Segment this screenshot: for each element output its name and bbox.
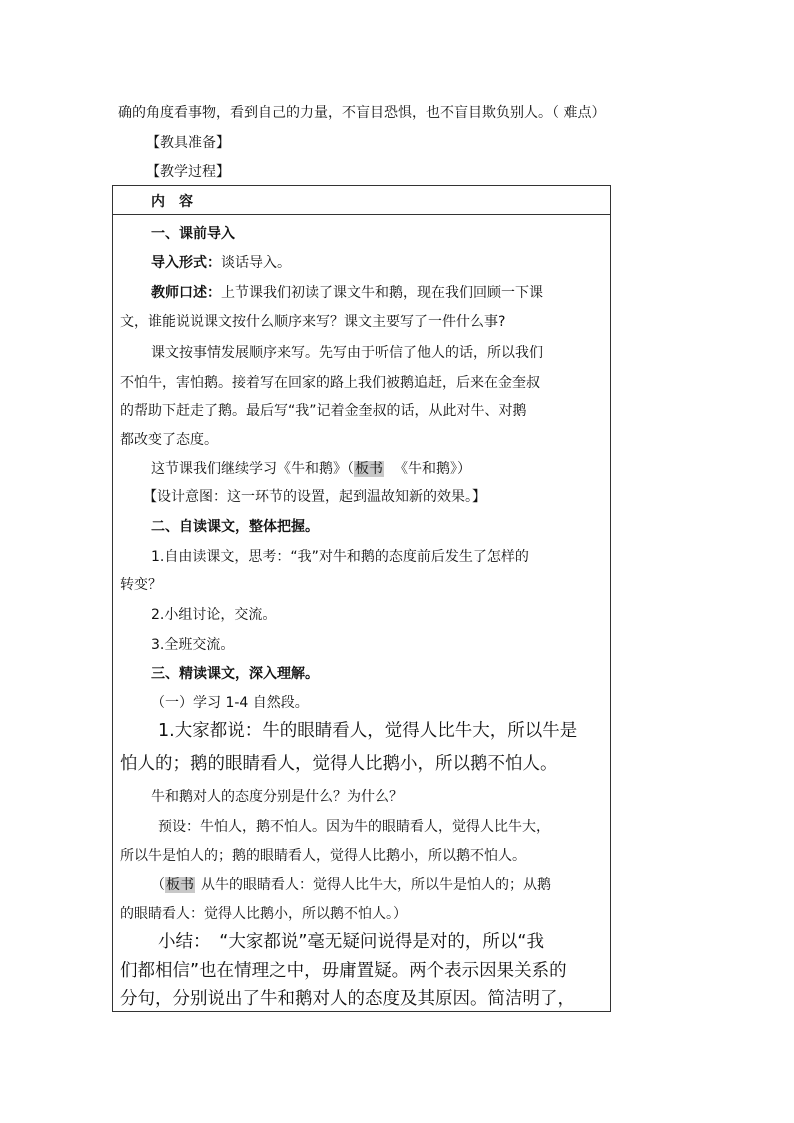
continue-text: 这节课我们继续学习《牛和鹅》（ bbox=[151, 461, 354, 477]
answer-line-1: 课文按事情发展顺序来写。先写由于听信了他人的话，所以我们 bbox=[151, 345, 543, 361]
design-intent: 【设计意图：这一环节的设置，起到温故知新的效果。】 bbox=[143, 489, 486, 505]
summary-line-3: 分句，分别说出了牛和鹅对人的态度及其原因。简洁明了， bbox=[120, 989, 575, 1009]
text-quote-line-1: 1.大家都说：牛的眼睛看人，觉得人比牛大，所以牛是 bbox=[158, 721, 578, 741]
subsection-1-heading: （一）学习 1-4 自然段。 bbox=[151, 695, 309, 711]
board-note-text-1: 从牛的眼睛看人：觉得人比牛大，所以牛是怕人的；从鹅 bbox=[201, 877, 551, 893]
lead-in-form-text: 谈话导入。 bbox=[221, 255, 291, 271]
teaching-process-heading: 【教学过程】 bbox=[146, 164, 230, 180]
lead-in-form bbox=[151, 254, 291, 272]
board-note-line-1 bbox=[151, 876, 551, 894]
table-header-divider bbox=[113, 214, 610, 215]
teaching-aids-heading: 【教具准备】 bbox=[146, 135, 230, 151]
answer-line-4: 都改变了态度。 bbox=[120, 432, 218, 448]
continue-title: 《牛和鹅》） bbox=[394, 461, 471, 477]
summary-line-2: 们都相信”也在情理之中，毋庸置疑。两个表示因果关系的 bbox=[120, 961, 567, 981]
board-tag-1: 板书 bbox=[355, 461, 383, 477]
lead-in-form-label: 导入形式： bbox=[151, 255, 221, 271]
board-note-open: （ bbox=[151, 877, 165, 893]
teacher-narration-text-1: 上节课我们初读了课文牛和鹅，现在我们回顾一下课 bbox=[221, 285, 543, 301]
section-1-title: 一、课前导入 bbox=[151, 226, 235, 242]
section-3-title: 三、精读课文，深入理解。 bbox=[151, 666, 319, 682]
answer-line-2: 不怕牛，害怕鹅。接着写在回家的路上我们被鹅追赶，后来在金奎叔 bbox=[120, 375, 540, 391]
teacher-narration-label: 教师口述： bbox=[151, 285, 221, 301]
task-2: 2.小组讨论，交流。 bbox=[151, 607, 277, 623]
intro-text-line: 确的角度看事物，看到自己的力量，不盲目恐惧，也不盲目欺负别人。（ 难点） bbox=[118, 105, 606, 121]
board-tag-2: 板书 bbox=[166, 877, 194, 893]
preset-answer-line-1: 预设：牛怕人，鹅不怕人。因为牛的眼睛看人，觉得人比牛大， bbox=[158, 819, 550, 835]
continue-line bbox=[151, 460, 471, 478]
teacher-narration bbox=[151, 284, 543, 302]
preset-answer-line-2: 所以牛是怕人的；鹅的眼睛看人，觉得人比鹅小，所以鹅不怕人。 bbox=[120, 848, 526, 864]
task-1-line-2: 转变？ bbox=[120, 577, 162, 593]
answer-line-3: 的帮助下赶走了鹅。最后写“我”记着金奎叔的话，从此对牛、对鹅 bbox=[120, 403, 527, 419]
teacher-narration-text-2: 文，谁能说说课文按什么顺序来写？课文主要写了一件什么事? bbox=[120, 314, 506, 330]
summary-line-1: 小结： “大家都说”毫无疑问说得是对的，所以“我 bbox=[158, 932, 544, 952]
text-quote-line-2: 怕人的；鹅的眼睛看人，觉得人比鹅小，所以鹅不怕人。 bbox=[120, 754, 558, 774]
lesson-content-table bbox=[112, 185, 611, 1012]
discussion-question: 牛和鹅对人的态度分别是什么？为什么？ bbox=[151, 789, 403, 805]
table-header-content: 内 容 bbox=[151, 194, 193, 210]
section-2-title: 二、自读课文，整体把握。 bbox=[151, 519, 319, 535]
task-1-line-1: 1.自由读课文，思考：“我”对牛和鹅的态度前后发生了怎样的 bbox=[151, 549, 529, 565]
board-note-line-2: 的眼睛看人：觉得人比鹅小，所以鹅不怕人。） bbox=[120, 906, 407, 922]
task-3: 3.全班交流。 bbox=[151, 637, 235, 653]
